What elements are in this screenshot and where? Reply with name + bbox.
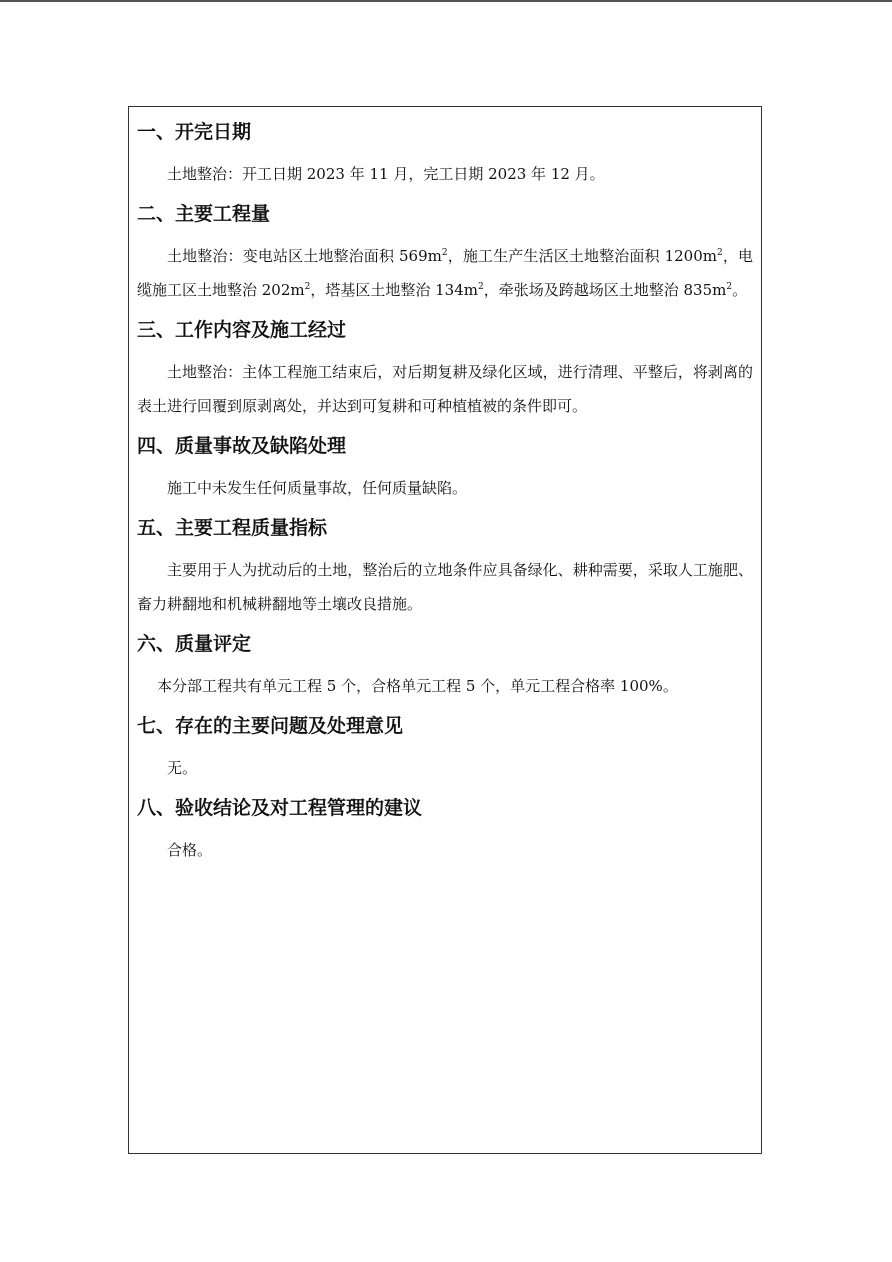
section-body: 合格。 bbox=[167, 841, 213, 859]
section-work-content bbox=[137, 317, 753, 423]
section-quality-assessment bbox=[137, 631, 753, 703]
section-body: 本分部工程共有单元工程 5 个，合格单元工程 5 个，单元工程合格率 100%。 bbox=[157, 677, 678, 695]
section-body: 无。 bbox=[167, 759, 198, 777]
section-heading: 三、工作内容及施工经过 bbox=[137, 319, 347, 341]
section-heading: 八、验收结论及对工程管理的建议 bbox=[137, 797, 423, 819]
section-issues bbox=[137, 713, 753, 785]
section-body: 主要用于人为扰动后的土地，整治后的立地条件应具备绿化、耕种需要，采取人工施肥、畜力耕翻地和机械耕翻地等土壤改良措施。 bbox=[137, 561, 753, 613]
section-heading: 七、存在的主要问题及处理意见 bbox=[137, 715, 404, 737]
section-conclusion bbox=[137, 795, 753, 867]
section-heading: 五、主要工程质量指标 bbox=[137, 517, 328, 539]
section-start-end-dates bbox=[137, 119, 753, 191]
section-heading: 一、开完日期 bbox=[137, 121, 252, 143]
section-body: 土地整治：主体工程施工结束后，对后期复耕及绿化区域，进行清理、平整后，将剥离的表土进行回覆到原剥离处，并达到可复耕和可种植植被的条件即可。 bbox=[137, 363, 753, 415]
section-body: 土地整治：开工日期 2023 年 11 月，完工日期 2023 年 12 月。 bbox=[167, 165, 605, 183]
section-heading: 六、质量评定 bbox=[137, 633, 252, 655]
top-border-line bbox=[0, 0, 892, 2]
section-body: 土地整治：变电站区土地整治面积 $569m^2$，施工生产生活区土地整治面积 $1200m^2$，电缆施工区土地整治 $202m^2$，塔基区土地整治 $134m^2$，牵张场及跨越场区土地整治 $835m^2$。 bbox=[137, 247, 753, 299]
section-quality-accidents bbox=[137, 433, 753, 505]
section-quality-indicators bbox=[137, 515, 753, 621]
section-main-quantities bbox=[137, 201, 753, 307]
section-heading: 二、主要工程量 bbox=[137, 203, 271, 225]
section-body: 施工中未发生任何质量事故，任何质量缺陷。 bbox=[167, 479, 468, 497]
report-frame bbox=[128, 106, 762, 1154]
section-heading: 四、质量事故及缺陷处理 bbox=[137, 435, 347, 457]
